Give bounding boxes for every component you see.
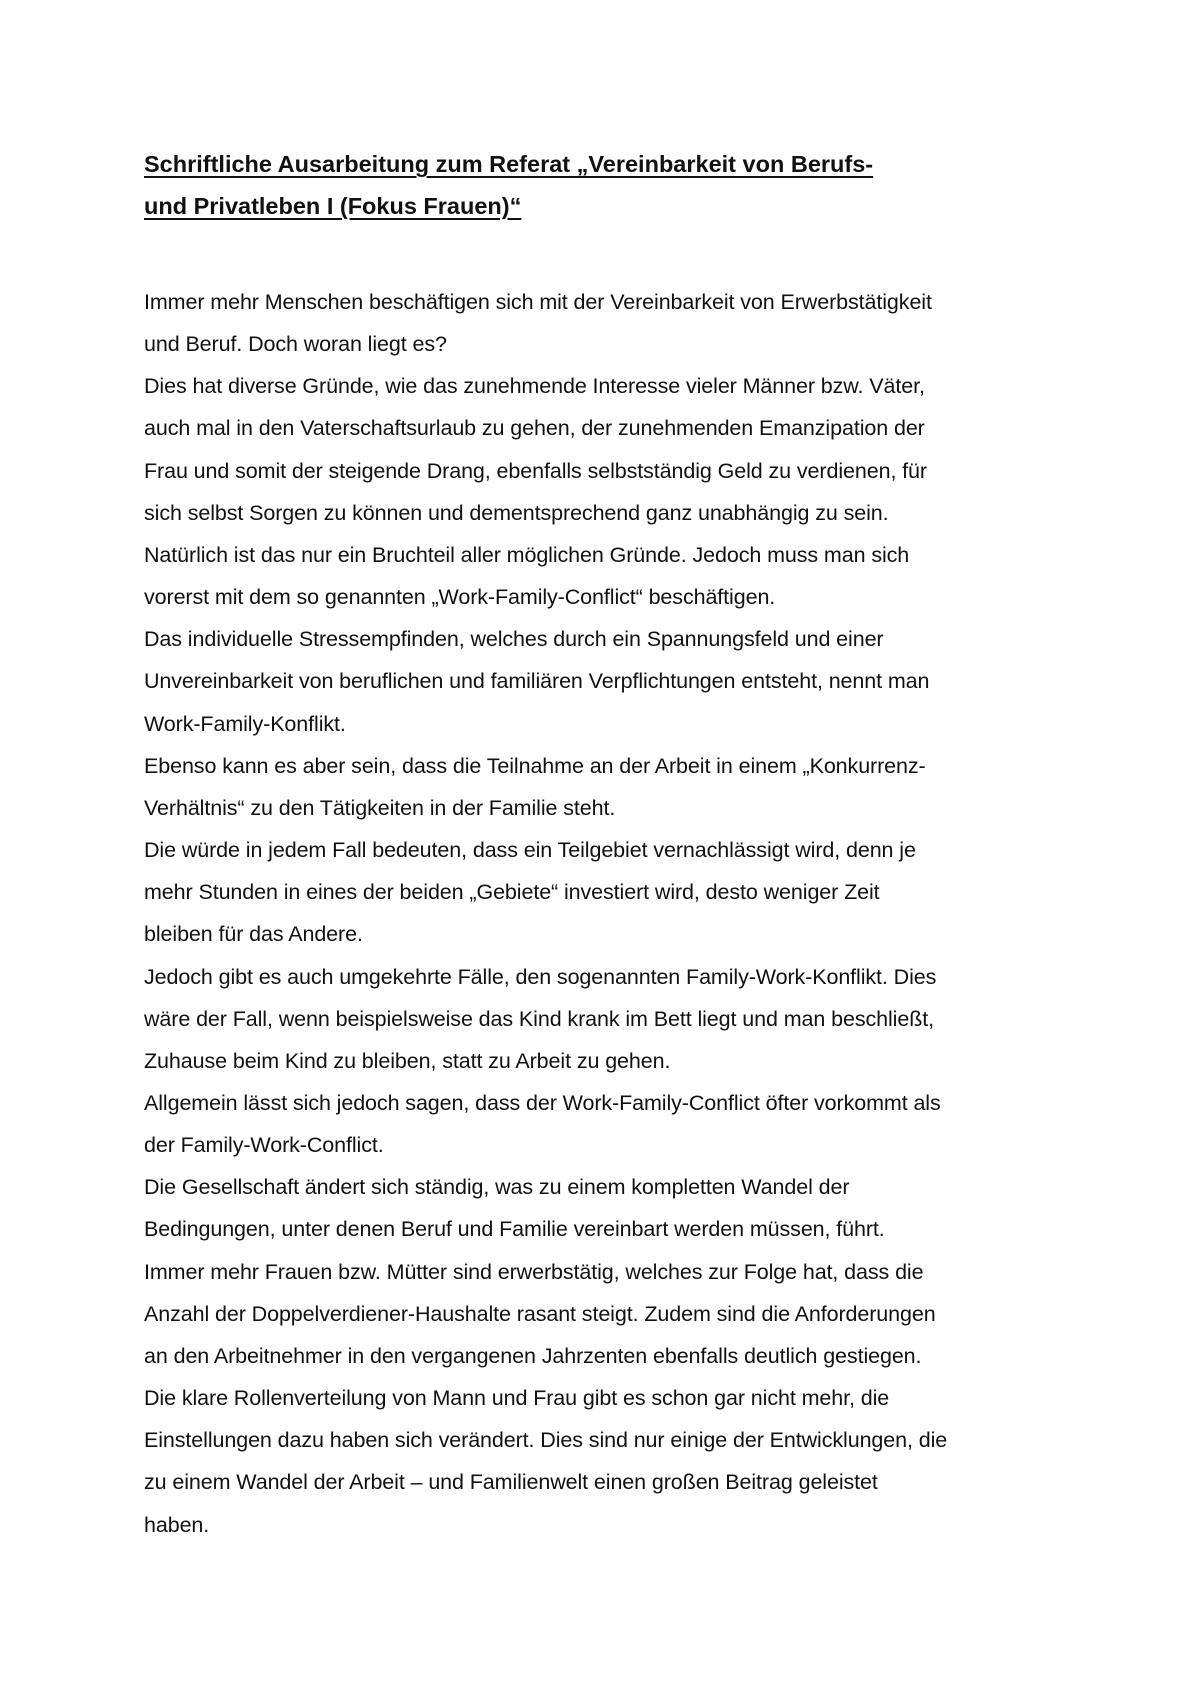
body-line: Die klare Rollenverteilung von Mann und Frau gibt es schon gar nicht mehr, die <box>144 1386 890 1411</box>
body-line: Unvereinbarkeit von beruflichen und familiären Verpflichtungen entsteht, nennt man <box>144 669 930 694</box>
body-line: Ebenso kann es aber sein, dass die Teilnahme an der Arbeit in einem „Konkurrenz- <box>144 753 926 778</box>
body-line: sich selbst Sorgen zu können und dementsprechend ganz unabhängig zu sein. <box>144 500 889 525</box>
body-line: Anzahl der Doppelverdiener-Haushalte rasant steigt. Zudem sind die Anforderungen <box>144 1301 936 1326</box>
body-line: Allgemein lässt sich jedoch sagen, dass der Work-Family-Conflict öfter vorkommt als <box>144 1090 941 1115</box>
body-line: Zuhause beim Kind zu bleiben, statt zu Arbeit zu gehen. <box>144 1048 671 1073</box>
body-line: bleiben für das Andere. <box>144 922 363 947</box>
body-line: mehr Stunden in eines der beiden „Gebiete“ investiert wird, desto weniger Zeit <box>144 880 880 905</box>
title-line: und Privatleben I (Fokus Frauen)“ <box>144 193 522 219</box>
body-line: Frau und somit der steigende Drang, ebenfalls selbstständig Geld zu verdienen, für <box>144 458 927 483</box>
body-line: Einstellungen dazu haben sich verändert. Dies sind nur einige der Entwicklungen, die <box>144 1428 948 1453</box>
document-title <box>144 143 1104 227</box>
title-line: Schriftliche Ausarbeitung zum Referat „Vereinbarkeit von Berufs- <box>144 151 874 177</box>
body-line: vorerst mit dem so genannten „Work-Family-Conflict“ beschäftigen. <box>144 585 776 610</box>
body-line: Die Gesellschaft ändert sich ständig, was zu einem kompletten Wandel der <box>144 1175 850 1200</box>
body-line: und Beruf. Doch woran liegt es? <box>144 332 447 357</box>
body-line: Bedingungen, unter denen Beruf und Familie vereinbart werden müssen, führt. <box>144 1217 885 1242</box>
body-line: Verhältnis“ zu den Tätigkeiten in der Familie steht. <box>144 795 616 820</box>
body-line: der Family-Work-Conflict. <box>144 1133 384 1158</box>
body-line: Immer mehr Menschen beschäftigen sich mit der Vereinbarkeit von Erwerbstätigkeit <box>144 290 932 314</box>
document-body <box>144 281 1104 1546</box>
body-line: auch mal in den Vaterschaftsurlaub zu gehen, der zunehmenden Emanzipation der <box>144 416 925 441</box>
body-line: haben. <box>144 1512 210 1537</box>
body-line: Immer mehr Frauen bzw. Mütter sind erwerbstätig, welches zur Folge hat, dass die <box>144 1259 924 1284</box>
body-line: Die würde in jedem Fall bedeuten, dass ein Teilgebiet vernachlässigt wird, denn je <box>144 838 916 863</box>
body-line: Jedoch gibt es auch umgekehrte Fälle, den sogenannten Family-Work-Konflikt. Dies <box>144 964 937 989</box>
body-line: zu einem Wandel der Arbeit – und Familienwelt einen großen Beitrag geleistet <box>144 1470 878 1495</box>
body-line: Natürlich ist das nur ein Bruchteil aller möglichen Gründe. Jedoch muss man sich <box>144 542 910 567</box>
body-line: an den Arbeitnehmer in den vergangenen Jahrzenten ebenfalls deutlich gestiegen. <box>144 1343 922 1368</box>
body-line: Dies hat diverse Gründe, wie das zunehmende Interesse vieler Männer bzw. Väter, <box>144 374 925 399</box>
body-line: Das individuelle Stressempfinden, welches durch ein Spannungsfeld und einer <box>144 627 884 652</box>
body-line: wäre der Fall, wenn beispielsweise das Kind krank im Bett liegt und man beschließt, <box>144 1006 934 1031</box>
body-line: Work-Family-Konflikt. <box>144 711 346 736</box>
